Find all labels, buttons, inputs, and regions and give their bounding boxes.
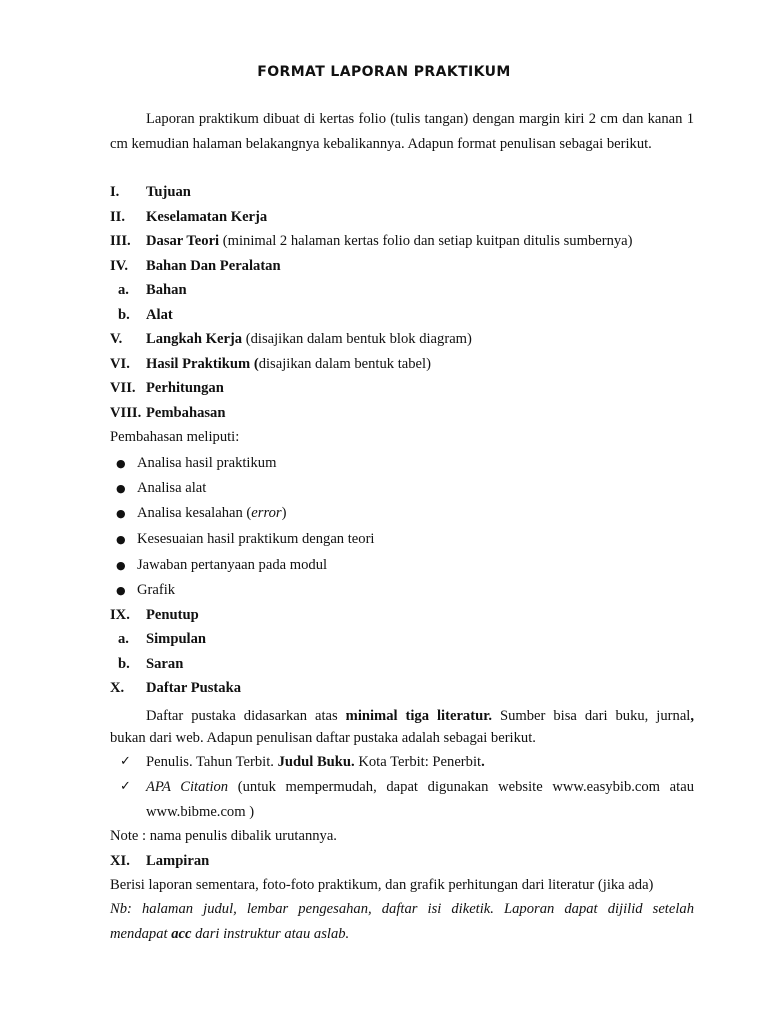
section-3-line [146, 232, 633, 250]
pustaka-text-2: Sumber bisa dari buku, jurnal [492, 708, 691, 724]
section-5-line [146, 330, 472, 348]
check-1-bold-b: Judul Buku. [277, 754, 355, 770]
section-9b-label: Saran [146, 656, 184, 672]
check-icon: ✓ [120, 754, 131, 769]
check-2-italic: APA Citation [146, 779, 229, 795]
section-7-label: Perhitungan [146, 380, 224, 396]
bullet-dot-icon: ● [116, 507, 126, 520]
nb-line-2 [110, 925, 349, 943]
section-1-number: I. [110, 184, 120, 200]
pustaka-bold-2: , [690, 708, 695, 724]
section-4-label: Bahan Dan Peralatan [146, 258, 281, 274]
nb-line-1: Nb: halaman judul, lembar pengesahan, daftar isi diketik. Laporan dapat dijilid setelah [110, 901, 694, 917]
list-item [116, 530, 374, 549]
check-2-text-b: (untuk mempermudah, dapat digunakan website www.easybib.com atau [228, 779, 694, 795]
section-4b-label: Alat [146, 307, 173, 323]
bullet-dot-icon: ● [116, 482, 126, 495]
section-8-number: VIII. [110, 405, 142, 421]
section-9a-number: a. [118, 631, 129, 647]
page-title: FORMAT LAPORAN PRAKTIKUM [257, 64, 511, 80]
list-item [116, 454, 276, 473]
section-4a-number: a. [118, 282, 129, 298]
pustaka-line-2: bukan dari web. Adapun penulisan daftar pustaka adalah sebagai berikut. [110, 730, 536, 746]
section-11-label: Lampiran [146, 853, 210, 869]
section-11-number: XI. [110, 853, 130, 869]
lampiran-text: Berisi laporan sementara, foto-foto praktikum, dan grafik perhitungan dari literatur (jika ada) [110, 877, 654, 893]
section-6-note: disajikan dalam bentuk tabel) [258, 356, 431, 372]
bullet-dot-icon: ● [116, 559, 126, 572]
section-4-number: IV. [110, 258, 128, 274]
intro-paragraph: Laporan praktikum dibuat di kertas folio (tulis tangan) dengan margin kiri 2 cm dan kanan 1 cm kemudian halaman belakangnya kebalikannya. Adapun format penulisan sebagai berikut. [110, 111, 694, 152]
list-item [116, 556, 327, 575]
section-1-label: Tujuan [146, 184, 191, 200]
section-6-line [146, 355, 431, 373]
section-2-number: II. [110, 209, 126, 225]
section-2-label: Keselamatan Kerja [146, 209, 268, 225]
check-1-text-c: Kota Terbit: Penerbit [354, 754, 482, 770]
section-4b-number: b. [118, 307, 130, 323]
pembahasan-intro: Pembahasan meliputi: [110, 429, 240, 445]
bullet-dot-icon: ● [116, 533, 126, 546]
check-item-1 [146, 753, 485, 771]
section-8-label: Pembahasan [146, 405, 226, 421]
bullet-dot-icon: ● [116, 584, 126, 597]
list-item [116, 479, 206, 498]
check-icon: ✓ [120, 779, 131, 794]
section-5-label: Langkah Kerja [146, 331, 243, 347]
section-10-number: X. [110, 680, 125, 696]
list-item-text: Analisa hasil praktikum [137, 455, 277, 471]
list-item-text: Grafik [137, 582, 176, 598]
check-1-bold-d: . [481, 754, 485, 770]
section-10-label: Daftar Pustaka [146, 680, 241, 696]
section-9-label: Penutup [146, 607, 199, 623]
check-item-2 [146, 775, 694, 800]
section-9a-label: Simpulan [146, 631, 207, 647]
list-item-text: Jawaban pertanyaan pada modul [137, 557, 328, 573]
section-5-note: (disajikan dalam bentuk blok diagram) [242, 331, 472, 347]
list-item-text: Kesesuaian hasil praktikum dengan teori [137, 531, 375, 547]
section-3-number: III. [110, 233, 131, 249]
list-item-text: Analisa kesalahan ( [137, 505, 252, 521]
check-1-text-a: Penulis. Tahun Terbit. [146, 754, 278, 770]
note-line: Note : nama penulis dibalik urutannya. [110, 828, 337, 844]
pustaka-line-1 [110, 704, 694, 729]
section-9-number: IX. [110, 607, 130, 623]
section-4a-label: Bahan [146, 282, 187, 298]
section-6-number: VI. [110, 356, 130, 372]
list-item-italic: error [251, 505, 282, 521]
pustaka-text-1: Daftar pustaka didasarkan atas [146, 708, 346, 724]
nb-text-b: mendapat [110, 926, 172, 942]
section-9b-number: b. [118, 656, 130, 672]
section-5-number: V. [110, 331, 123, 347]
list-item-close: ) [281, 505, 287, 521]
section-6-label: Hasil Praktikum ( [146, 356, 259, 372]
list-item [116, 581, 175, 600]
bullet-dot-icon: ● [116, 457, 126, 470]
list-item-text: Analisa alat [137, 480, 207, 496]
section-3-note: (minimal 2 halaman kertas folio dan setiap kuitpan ditulis sumbernya) [219, 233, 633, 249]
nb-bold-acc: acc [171, 926, 192, 942]
nb-text-d: dari instruktur atau aslab. [191, 926, 350, 942]
pustaka-bold-1: minimal tiga literatur. [345, 708, 492, 724]
list-item [116, 504, 286, 523]
section-3-label: Dasar Teori [146, 233, 220, 249]
check-item-2-cont: www.bibme.com ) [146, 804, 255, 820]
section-7-number: VII. [110, 380, 136, 396]
